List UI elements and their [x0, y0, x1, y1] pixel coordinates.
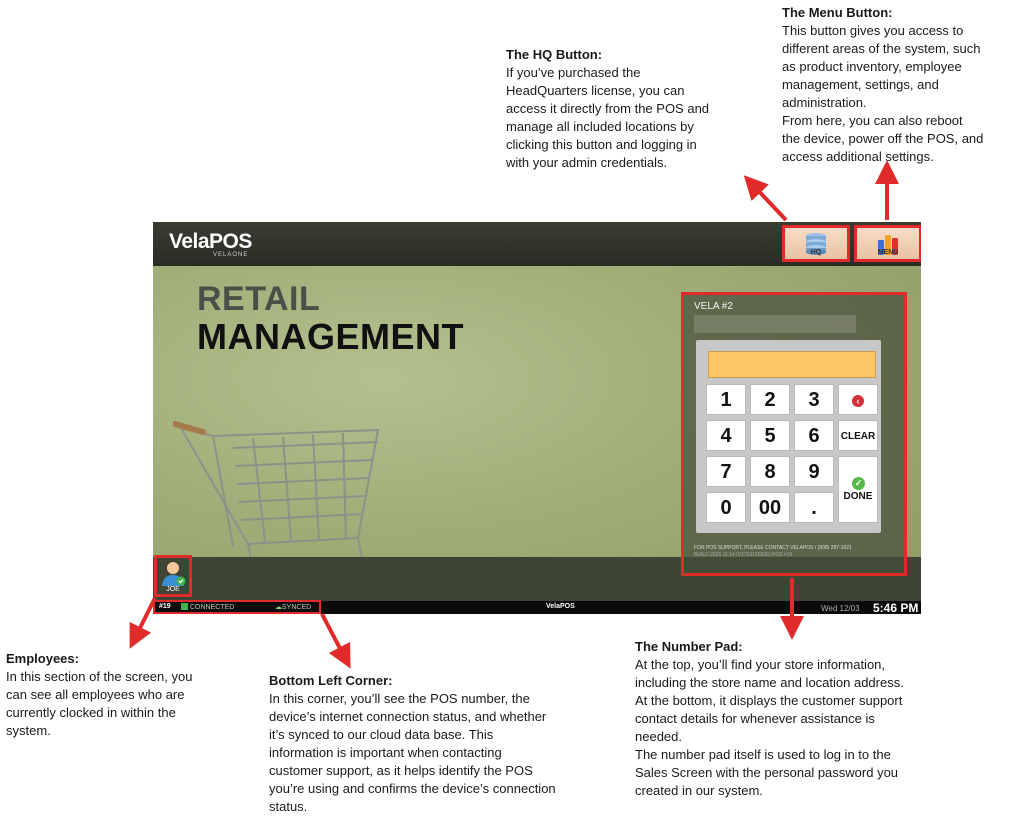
status-time: 5:46 PM [873, 601, 919, 614]
key-3[interactable]: 3 [794, 384, 834, 415]
bottom-left-annotation-title: Bottom Left Corner: [269, 673, 393, 688]
hq-arrow [752, 184, 786, 220]
number-pad-annotation-title: The Number Pad: [635, 639, 743, 654]
connection-status-label: CONNECTED [190, 604, 235, 611]
hq-annotation-title: The HQ Button: [506, 47, 603, 62]
velaone-logo-subtitle: VELAONE [213, 252, 249, 258]
store-name: VELA #2 [694, 301, 733, 312]
key-4[interactable]: 4 [706, 420, 746, 451]
key-00[interactable]: 00 [750, 492, 790, 523]
key-7[interactable]: 7 [706, 456, 746, 487]
status-date: Wed 12/03 [821, 604, 860, 613]
employees-arrow [135, 598, 155, 638]
done-label: DONE [843, 491, 873, 502]
key-0[interactable]: 0 [706, 492, 746, 523]
build-info: BUILD 2025.11.14 (V1763126036) POS #19 [694, 552, 793, 558]
key-8[interactable]: 8 [750, 456, 790, 487]
employee-name: JOE [166, 586, 180, 593]
key-1[interactable]: 1 [706, 384, 746, 415]
bottom-left-annotation-text: In this corner, you’ll see the POS number, the device’s internet connection status, and whether it’s synced to our cloud data base. This information is important when contacting customer support, as it helps identify the POS you’re using and confirms the device’s connection status. [269, 691, 556, 814]
menu-button-label: MENU [877, 249, 899, 256]
cloud-sync-icon: ☁ [275, 604, 282, 611]
employees-annotation-title: Employees: [6, 651, 79, 666]
hq-annotation-text: If you’ve purchased the HeadQuarters license, you can access it directly from the POS and manage all included locations by clicking this button and logging in with your admin credentials. [506, 65, 710, 170]
key-dot[interactable]: . [794, 492, 834, 523]
support-contact: FOR POS SUPPORT, PLEASE CONTACT VELAPOS / (908) 287-1021 [694, 545, 852, 551]
management-title: MANAGEMENT [197, 316, 464, 357]
sync-status-label: SYNCED [282, 604, 312, 611]
pos-number: #19 [159, 603, 171, 610]
velapos-logo: VelaPOS [169, 230, 252, 253]
number-pad-annotation-text: At the top, you’ll find your store information, including the store name and location address. At the bottom, it displays the customer support contact details for whenever assistance is needed. The number pad itself is used to log in to the Sales Screen with the personal password you created in our system. [635, 657, 904, 798]
clear-button[interactable]: CLEAR [838, 420, 878, 451]
status-brand: VelaPOS [546, 603, 575, 610]
key-2[interactable]: 2 [750, 384, 790, 415]
employees-annotation-text: In this section of the screen, you can see all employees who are currently clocked in within the system. [6, 669, 193, 738]
menu-annotation-text: This button gives you access to different areas of the system, such as product inventory, employee management, settings, and administration. From here, you can also reboot the device, power off the POS, and access additional settings. [782, 23, 984, 164]
bottom-left-arrow [322, 614, 345, 658]
done-check-icon: ✓ [852, 477, 865, 490]
menu-annotation-title: The Menu Button: [782, 5, 893, 20]
backspace-icon: ‹ [852, 395, 864, 407]
key-6[interactable]: 6 [794, 420, 834, 451]
hq-button-label: HQ [810, 249, 822, 256]
retail-title: RETAIL [197, 280, 321, 318]
key-5[interactable]: 5 [750, 420, 790, 451]
key-9[interactable]: 9 [794, 456, 834, 487]
